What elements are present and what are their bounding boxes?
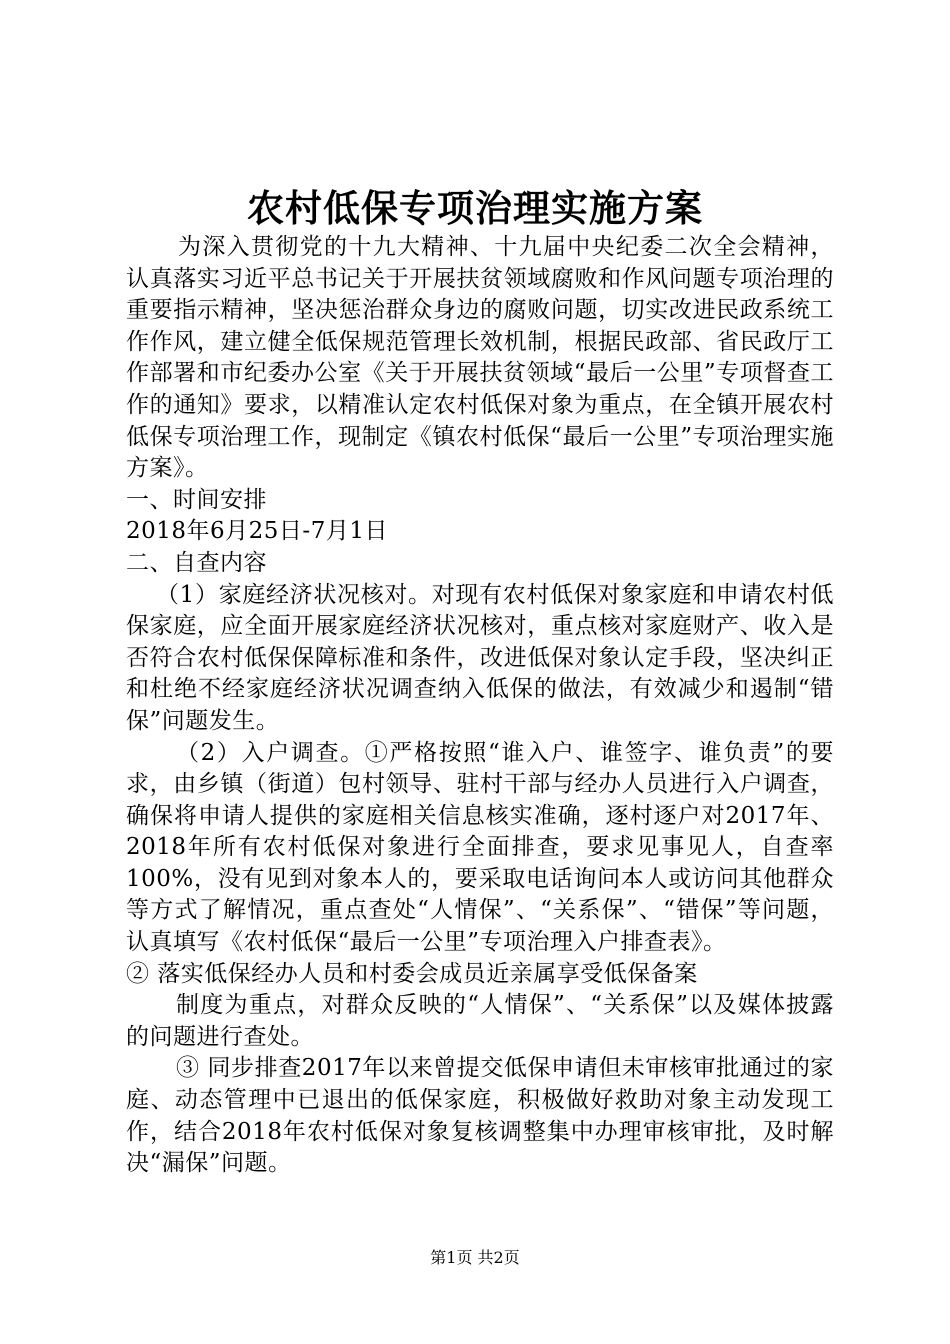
- document-title: 农村低保专项治理实施方案: [247, 186, 703, 230]
- item-household-economy: （1）家庭经济状况核对。对现有农村低保对象家庭和申请农村低保家庭，应全面开展家庭经济状况核对，重点核对家庭财产、收入是否符合农村低保保障标准和条件，改进低保对象认定手段，坚决纠正和杜绝不经家庭经济状况调查纳入低保的做法，有效减少和遏制“错保”问题发生。: [126, 581, 834, 734]
- section-heading-content: 二、自查内容: [126, 549, 267, 576]
- item-home-visit: （2）入户调查。①严格按照“谁入户、谁签字、谁负责”的要求，由乡镇（街道）包村领导、驻村干部与经办人员进行入户调查，确保将申请人提供的家庭相关信息核实准确，逐村逐户对2017年、2018年所有农村低保对象进行全面排查，要求见事见人，自查率100%，没有见到对象本人的，要采取电话询问本人或访问其他群众等方式了解情况，重点查处“人情保”、“关系保”、“错保”等问题，认真填写《农村低保“最后一公里”专项治理入户排查表》。: [126, 739, 834, 956]
- intro-paragraph: 为深入贯彻党的十九大精神、十九届中央纪委二次全会精神，认真落实习近平总书记关于开展扶贫领域腐败和作风问题专项治理的重要指示精神，坚决惩治群众身边的腐败问题，切实改进民政系统工作作风，建立健全低保规范管理长效机制，根据民政部、省民政厅工作部署和市纪委办公室《关于开展扶贫领域“最后一公里”专项督查工作的通知》要求，以精准认定农村低保对象为重点，在全镇开展农村低保专项治理工作，现制定《镇农村低保“最后一公里”专项治理实施方案》。: [126, 234, 834, 482]
- item-record-filing-body: 制度为重点，对群众反映的“人情保”、“关系保”以及媒体披露的问题进行查处。: [126, 992, 834, 1050]
- item-simultaneous-check: ③ 同步排查2017年以来曾提交低保申请但未审核审批通过的家庭、动态管理中已退出的低保家庭，积极做好救助对象主动发现工作，结合2018年农村低保对象复核调整集中办理审核审批，及时解决“漏保”问题。: [126, 1055, 834, 1177]
- item-record-filing-heading: ② 落实低保经办人员和村委会成员近亲属享受低保备案: [126, 960, 698, 987]
- section-heading-time: 一、时间安排: [126, 486, 267, 513]
- document-body: [126, 232, 834, 1180]
- page-number-footer: 第1页 共2页: [430, 1248, 520, 1267]
- section-date-range: 2018年6月25日-7月1日: [126, 518, 388, 545]
